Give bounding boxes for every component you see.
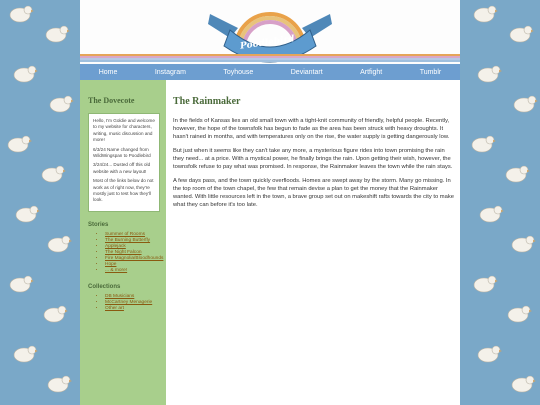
dove-icon bbox=[12, 64, 38, 84]
dove-icon bbox=[12, 344, 38, 364]
dove-icon bbox=[46, 234, 72, 254]
nav-item-tumblr[interactable]: Tumblr bbox=[419, 68, 442, 76]
header-stripes bbox=[80, 54, 460, 64]
logo-text[interactable]: Poodlebird bbox=[239, 34, 296, 52]
page-title: The Rainmaker bbox=[173, 96, 241, 107]
story-link[interactable]: • The Night Falcon bbox=[105, 250, 166, 256]
welcome-text: Hello, I'm Goldie and welcome to my website for characters, writing, music discussion and more! bbox=[93, 118, 155, 143]
dove-icon bbox=[476, 64, 502, 84]
dove-icon bbox=[40, 164, 66, 184]
dove-icon bbox=[6, 134, 32, 154]
story-link[interactable]: • The Burning Butterfly bbox=[105, 238, 166, 244]
collection-link[interactable]: • McCartney Menagerie bbox=[105, 300, 166, 306]
dove-icon bbox=[472, 274, 498, 294]
dove-icon bbox=[14, 204, 40, 224]
dove-icon bbox=[478, 204, 504, 224]
dove-icon bbox=[510, 374, 536, 394]
header-banner bbox=[80, 0, 460, 64]
dove-icon bbox=[46, 374, 72, 394]
nav-item-instagram[interactable]: Instagram bbox=[154, 68, 186, 76]
nav-item-toyhouse[interactable]: Toyhouse bbox=[223, 68, 254, 76]
right-background-pattern bbox=[460, 0, 540, 405]
dove-icon bbox=[48, 94, 74, 114]
dove-icon bbox=[476, 344, 502, 364]
collection-link[interactable]: • Other art bbox=[105, 306, 166, 312]
dove-icon bbox=[504, 164, 530, 184]
nav-item-home[interactable]: Home bbox=[98, 68, 118, 76]
stories-heading: Stories bbox=[88, 221, 109, 228]
stories-list bbox=[80, 232, 166, 274]
story-paragraph: A few days pass, and the town quickly overfloods. Homes are swept away by the storm. Many go missing. In the top room of the town chapel, the few that remain devise a plan to get the money that the Rainmaker wanted. With little resources left in the town, a brave group set out on makeshift rafts towards the city to make what they can before it's too late. bbox=[173, 178, 454, 208]
left-background-pattern bbox=[0, 0, 80, 405]
welcome-box bbox=[88, 113, 160, 212]
dove-icon bbox=[470, 134, 496, 154]
dove-icon bbox=[8, 4, 34, 24]
story-paragraph: But just when it seems like they can't take any more, a mysterious figure rides into town promising the rain they need... at a price. With a mystical power, he finally brings the rain. Upon getting their wish, however, the townsfolk refuse to pay what was promised. In response, the Rainmaker leaves the town while the rain stays. bbox=[173, 148, 453, 170]
dove-icon bbox=[8, 274, 34, 294]
sidebar bbox=[80, 80, 166, 405]
update-note: 6/3/24 Name changed from WildWingspan to Poodlebird bbox=[93, 146, 151, 159]
nav-item-deviantart[interactable]: Deviantart bbox=[290, 68, 323, 76]
main-nav bbox=[80, 64, 460, 80]
links-note: Most of the links below do not work as of right now, they're mostly just to test how they'll look. bbox=[93, 178, 154, 203]
collections-list bbox=[80, 294, 166, 312]
dove-icon bbox=[472, 4, 498, 24]
dove-icon bbox=[512, 94, 538, 114]
dove-icon bbox=[42, 304, 68, 324]
main-content bbox=[166, 80, 460, 215]
story-link[interactable]: • Fire Magnolia/Bloodhounds bbox=[105, 256, 166, 262]
page-wrapper bbox=[80, 0, 460, 405]
story-link[interactable]: • Summer of Rooms bbox=[105, 232, 166, 238]
collection-link[interactable]: • DB Musicians bbox=[105, 294, 166, 300]
dove-icon bbox=[506, 304, 532, 324]
collections-heading: Collections bbox=[88, 283, 121, 290]
story-link[interactable]: • Hope bbox=[105, 262, 166, 268]
sidebar-title: The Dovecote bbox=[88, 96, 135, 105]
dove-icon bbox=[508, 24, 534, 44]
story-link[interactable]: • ... & more! bbox=[105, 268, 166, 274]
dove-icon bbox=[44, 24, 70, 44]
update-note: 3/24/24... Dusted off this old website with a new layout! bbox=[93, 162, 151, 174]
story-link[interactable]: • Applejack bbox=[105, 244, 166, 250]
nav-item-artfight[interactable]: Artfight bbox=[360, 68, 383, 76]
dove-icon bbox=[510, 234, 536, 254]
story-paragraph: In the fields of Kansas lies an old small town with a tight-knit community of friendly, helpful people. Recently, however, the hope of the townsfolk has begun to fade as the area has been struck with heavy droughts. It hasn't rained in months, and with temperatures only on the rise, the water supply is getting dangerously low. bbox=[173, 118, 450, 140]
